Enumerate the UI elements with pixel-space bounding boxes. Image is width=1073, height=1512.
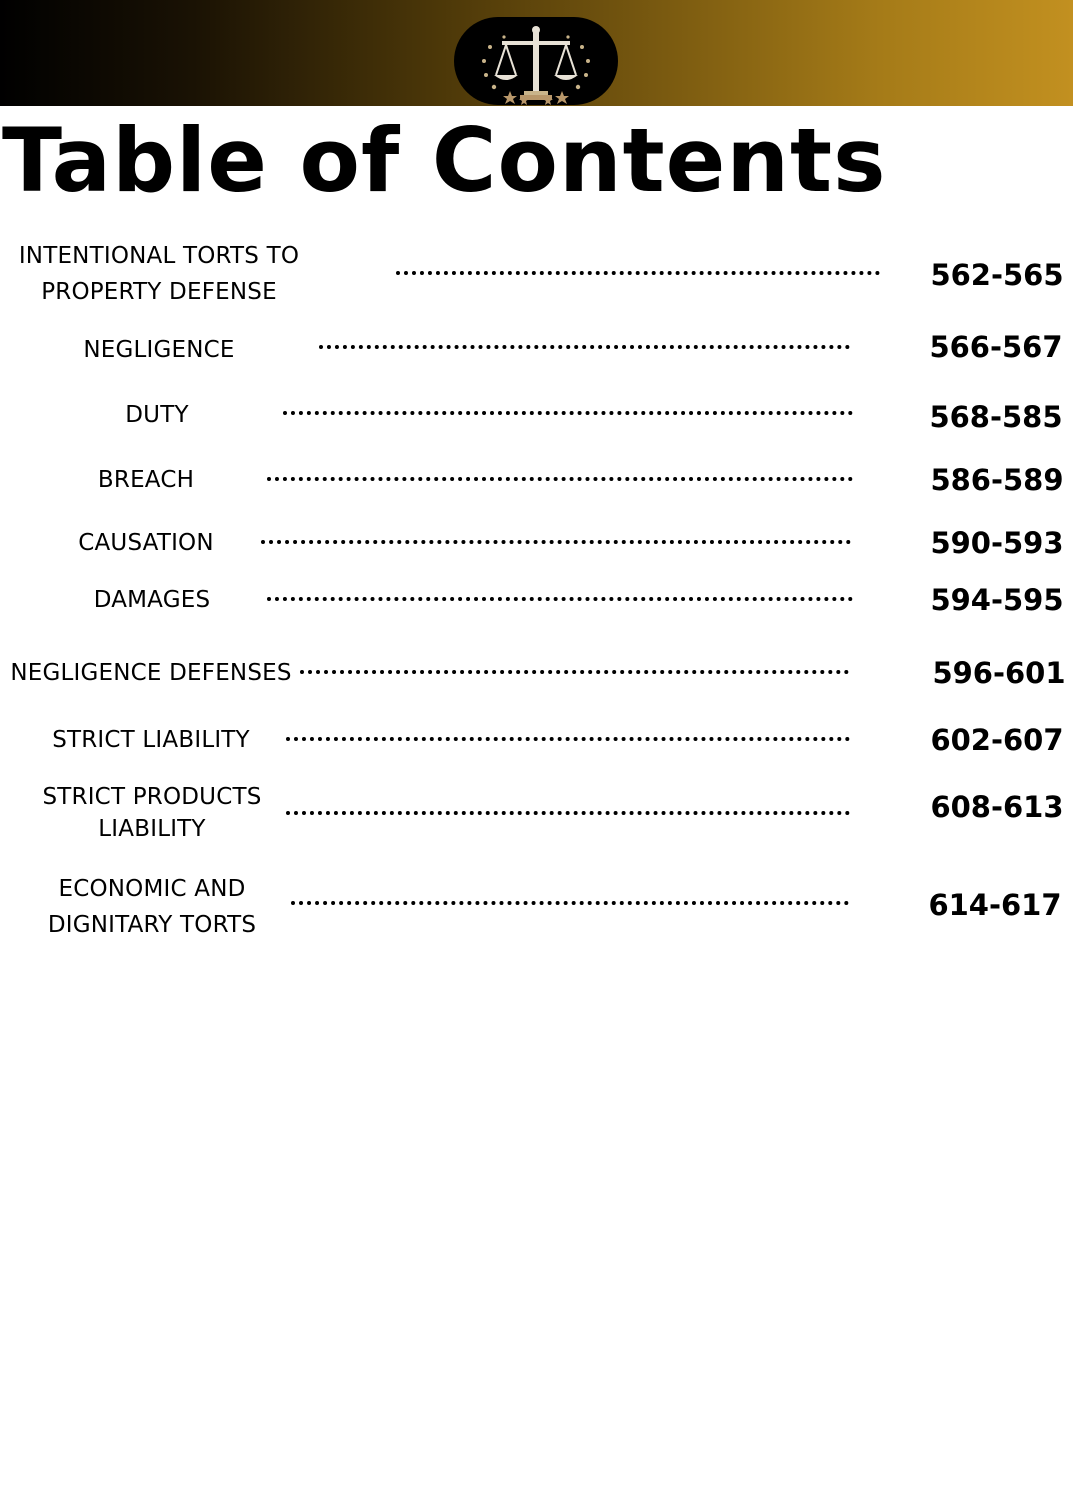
- toc-entry-causation[interactable]: [0, 525, 1073, 561]
- toc-entry-negligence[interactable]: [0, 332, 1073, 368]
- toc-entry-pages: 596-601: [932, 656, 1066, 690]
- dot-leader: [396, 271, 880, 275]
- dot-leader: [267, 477, 853, 481]
- header-band: [0, 0, 1073, 106]
- dot-leader: [291, 901, 849, 905]
- toc-entry-label: STRICT PRODUCTS LIABILITY: [42, 784, 262, 842]
- dot-leader: [300, 670, 849, 674]
- toc-entry-strict-liability[interactable]: [0, 722, 1073, 758]
- dot-leader: [267, 597, 853, 601]
- toc-entry-label: DUTY: [125, 402, 189, 428]
- toc-entry-pages: 586-589: [930, 463, 1064, 497]
- dot-leader: [319, 345, 850, 349]
- logo: [454, 17, 618, 105]
- toc-entry-pages: 566-567: [929, 330, 1063, 364]
- scales-of-justice-icon: [454, 17, 618, 105]
- toc-entry-label: NEGLIGENCE: [83, 337, 235, 363]
- toc-entry-pages: 562-565: [930, 258, 1064, 292]
- toc-entry-label: ECONOMIC AND DIGNITARY TORTS: [47, 876, 257, 938]
- toc-entry-pages: 602-607: [930, 723, 1064, 757]
- dot-leader: [283, 411, 853, 415]
- dot-leader: [261, 540, 851, 544]
- toc-entry-pages: 608-613: [930, 790, 1064, 824]
- toc-entry-pages: 594-595: [930, 583, 1064, 617]
- toc-entry-intentional-torts[interactable]: [0, 238, 1073, 310]
- toc-entry-economic-dignitary-torts[interactable]: [0, 871, 1073, 943]
- toc-entry-strict-products-liability[interactable]: [0, 779, 1073, 851]
- toc-entry-label: NEGLIGENCE DEFENSES: [10, 660, 292, 686]
- toc-entry-negligence-defenses[interactable]: [0, 655, 1073, 691]
- toc-entry-label: INTENTIONAL TORTS TO PROPERTY DEFENSE: [18, 243, 300, 305]
- toc-entry-breach[interactable]: [0, 462, 1073, 498]
- toc-entry-label: DAMAGES: [93, 587, 211, 613]
- toc-entry-label: CAUSATION: [78, 530, 214, 556]
- toc-entry-pages: 568-585: [929, 400, 1063, 434]
- page-title: Table of Contents: [2, 109, 887, 212]
- toc-entry-pages: 590-593: [930, 526, 1064, 560]
- toc-entry-duty[interactable]: [0, 397, 1073, 433]
- dot-leader: [286, 737, 850, 741]
- toc-entry-damages[interactable]: [0, 582, 1073, 618]
- toc-entry-label: STRICT LIABILITY: [52, 727, 250, 753]
- dot-leader: [286, 811, 850, 815]
- toc-entry-pages: 614-617: [928, 888, 1062, 922]
- toc-entry-label: BREACH: [97, 467, 195, 493]
